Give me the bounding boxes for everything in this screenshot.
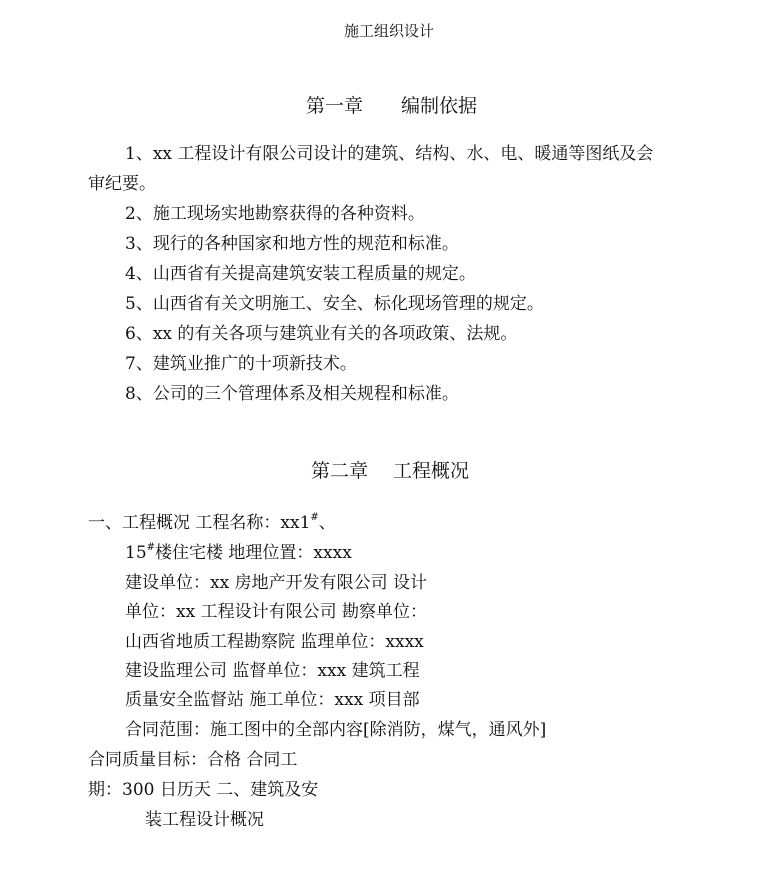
overview-line-7: 质量安全监督站 施工单位：xxx 项目部 (125, 690, 420, 710)
overview-line-2-num: 15 (125, 543, 147, 563)
overview-line-11: 装工程设计概况 (145, 810, 264, 830)
superscript-mark: # (310, 512, 319, 523)
overview-line-8: 合同范围：施工图中的全部内容[除消防，煤气，通风外] (125, 720, 547, 740)
overview-line-5: 山西省地质工程勘察院 监理单位：xxxx (125, 632, 424, 652)
basis-item-1-cont: 审纪要。 (88, 174, 156, 194)
basis-item-4: 4、山西省有关提高建筑安装工程质量的规定。 (125, 264, 476, 284)
basis-item-2: 2、施工现场实地勘察获得的各种资料。 (125, 204, 425, 224)
basis-item-3: 3、现行的各种国家和地方性的规范和标准。 (125, 234, 459, 254)
basis-item-8: 8、公司的三个管理体系及相关规程和标准。 (125, 384, 459, 404)
overview-line-1 (88, 513, 336, 533)
basis-item-7: 7、建筑业推广的十项新技术。 (125, 354, 357, 374)
overview-line-4: 单位：xx 工程设计有限公司 勘察单位： (125, 602, 427, 622)
basis-item-1: 1、xx 工程设计有限公司设计的建筑、结构、水、电、暖通等图纸及会 (125, 144, 654, 164)
overview-line-2-text: 楼住宅楼 地理位置：xxxx (155, 543, 352, 563)
overview-line-1-tail: 、 (318, 513, 336, 533)
overview-line-2 (125, 543, 352, 563)
page-header-title: 施工组织设计 (344, 22, 435, 40)
overview-line-3: 建设单位：xx 房地产开发有限公司 设计 (125, 573, 427, 593)
overview-line-1-text: 一、工程概况 工程名称：xx1 (88, 513, 311, 533)
chapter1-title: 第一章 编制依据 (306, 95, 478, 117)
basis-item-5: 5、山西省有关文明施工、安全、标化现场管理的规定。 (125, 294, 544, 314)
overview-line-9: 合同质量目标：合格 合同工 (88, 750, 298, 770)
basis-item-6: 6、xx 的有关各项与建筑业有关的各项政策、法规。 (125, 324, 518, 344)
superscript-mark: # (146, 542, 156, 553)
overview-line-10: 期：300 日历天 二、建筑及安 (88, 780, 319, 800)
overview-line-6: 建设监理公司 监督单位：xxx 建筑工程 (125, 661, 420, 681)
chapter2-title: 第二章 工程概况 (311, 460, 470, 482)
